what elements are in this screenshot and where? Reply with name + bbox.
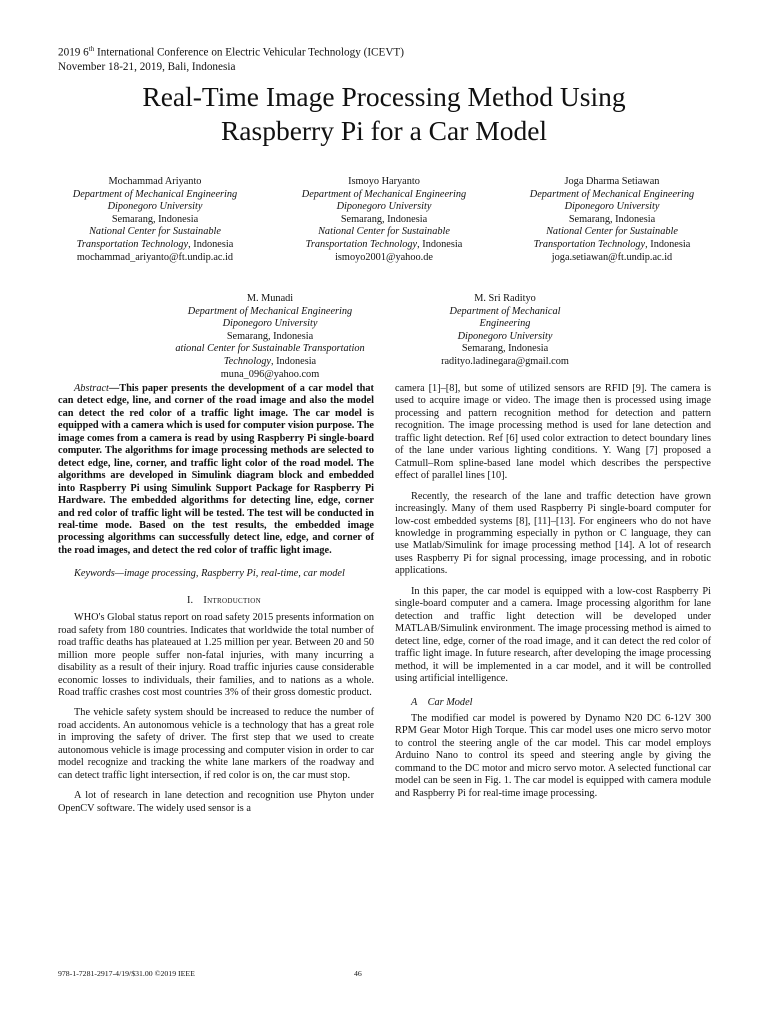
author-inst: National Center for Sustainable — [318, 226, 450, 238]
body-paragraph-car-model: The modified car model is powered by Dynamo N20 DC 6-12V 300 RPM Gear Motor High Torque. This car model uses one micro servo motor to control the steering angle of the car model. This car model employs Arduino Nano to control its speed and steering angle by giving the command to the DC motor and micro servo motor. A selected functional car model can be seen in Fig. 1. The car model is equipped with camera module and Raspberry Pi for real-time image processing. — [395, 712, 711, 799]
author-name: M. Munadi — [246, 293, 294, 304]
author-block-1 — [40, 176, 270, 264]
author-inst-line2: Transportation Technology, Indonesia — [533, 238, 691, 250]
author-inst: ational Center for Sustainable Transportation — [175, 343, 365, 355]
conference-header — [58, 42, 404, 74]
author-dept: Department of Mechanical Engineering — [187, 305, 353, 317]
author-email: radityo.ladinegara@gmail.com — [441, 355, 569, 367]
author-dept-line2: Engineering — [479, 318, 531, 330]
author-block-5 — [410, 293, 600, 369]
author-name: Mochammad Ariyanto — [108, 176, 202, 187]
author-univ: Diponegoro University — [107, 201, 203, 213]
section-heading-introduction: I. Introduction — [187, 594, 261, 606]
conference-name: 2019 6th International Conference on Electric Vehicular Technology (ICEVT) — [58, 45, 404, 59]
intro-paragraph-1: WHO's Global status report on road safety 2015 presents information on road safety from 180 countries. Indicates that worldwide the total number of road traffic deaths has plateaued at 1.25 million per year. Between 20 and 50 million more people suffer non-fatal injuries, with many incurring a disability as a result of their injury. Road traffic injuries cause considerable economic losses to individuals, their families, and to nations as a whole. Road traffic crashes cost most countries 3% of their gross domestic product. — [58, 612, 374, 698]
author-block-4 — [170, 293, 370, 381]
body-paragraph-2: Recently, the research of the lane and traffic detection have grown increasingly. Many of them used Raspberry Pi single-board computer for low-cost embedded systems [8], [11]–[13]. For engineers who do not have knowledge in programming especially in python or C language, they can use Matlab/Simulink for image processing method [14]. A lot of research uses Raspberry Pi for signal processing, image processing, and in robotic applications. — [395, 490, 711, 577]
conference-dates: November 18-21, 2019, Bali, Indonesia — [58, 60, 236, 73]
subsection-heading-car-model: A Car Model — [411, 697, 473, 709]
author-dept: Department of Mechanical Engineering — [301, 188, 467, 200]
author-email: muna_096@yahoo.com — [220, 368, 320, 380]
author-city: Semarang, Indonesia — [111, 213, 199, 225]
author-inst-line2: Transportation Technology, Indonesia — [76, 238, 234, 250]
author-dept: Department of Mechanical Engineering — [529, 188, 695, 200]
author-inst-line2: Technology, Indonesia — [223, 355, 317, 367]
author-dept: Department of Mechanical — [449, 305, 561, 317]
author-city: Semarang, Indonesia — [568, 213, 656, 225]
author-email: ismoyo2001@yahoo.de — [335, 251, 433, 263]
author-block-3 — [496, 176, 728, 264]
author-block-2 — [268, 176, 500, 264]
intro-paragraph-2: The vehicle safety system should be increased to reduce the number of road accidents. An autonomous vehicle is a technology that has a great role in improving the safety of driver. The first step that we used to create autonomous vehicle is image processing and computer vision in order to car model recognize and tracking the white lane markers of the roadway and can detect traffic light intersection, if red color is on, the car must stop. — [58, 707, 374, 781]
body-paragraph-3: In this paper, the car model is equipped with a low-cost Raspberry Pi single-board computer and a camera. Image processing algorithm for lane detection and traffic light detection will be developed under MATLAB/Simulink environment. The image processing method is aimed to detect line, edge, corner of the road image, and it can detect the red color of traffic light image. In future research, after developing the image processing method, it will be implemented in a car model, and it will be controlled using artificial intelligence. — [395, 585, 711, 684]
abstract: Abstract—This paper presents the development of a car model that can detect edge, line, and corner of the road image and also the model can detect the red color of a traffic light image. The car model is equipped with a camera which is used for computer vision purpose. The image comes from a camera is read by using Raspberry Pi single-board computer. The algorithms for image processing methods are selected to detect edge, line, corner, and traffic light color of the road model. The algorithms are developed in Simulink diagram block and embedded into Raspberry Pi using Simulink Support Package for Raspberry Pi Hardware. The embedded algorithms for detecting line, edge, corner and red color of traffic light will be tested. The test will be conducted in real-time mode. Based on the test results, the embedded image processing algorithms can successfully detect line, edge, and corner of the road images, and detect the red color of traffic light image. — [58, 383, 374, 556]
paper-title: Real-Time Image Processing Method Using Raspberry Pi for a Car Model — [142, 81, 626, 146]
author-inst: National Center for Sustainable — [546, 226, 678, 238]
body-paragraph-1: camera [1]–[8], but some of utilized sensors are RFID [9]. The camera is used to acquire image or video. The image then is processed using image processing and pattern recognition method for detection and pattern recognition. The image processing method is used for lane detection and traffic light detection. Ref [6] used color extraction to detect boundary lines of the lane under various lighting conditions. Y. Wang [7] proposed a Catmull–Rom spline-based lane model which describes the perspective effect of parallel lines [10]. — [395, 383, 711, 482]
author-univ: Diponegoro University — [336, 201, 432, 213]
left-column — [58, 383, 374, 815]
author-city: Semarang, Indonesia — [461, 343, 549, 355]
author-dept: Department of Mechanical Engineering — [72, 188, 238, 200]
page-number: 46 — [354, 969, 362, 978]
intro-paragraph-3: A lot of research in lane detection and recognition use Phyton under OpenCV software. The widely used sensor is a — [58, 790, 374, 814]
author-name: Ismoyo Haryanto — [348, 176, 420, 187]
author-email: mochammad_ariyanto@ft.undip.ac.id — [76, 251, 234, 263]
author-inst-line2: Transportation Technology, Indonesia — [305, 238, 463, 250]
right-column — [395, 383, 711, 800]
author-city: Semarang, Indonesia — [226, 330, 314, 342]
author-univ: Diponegoro University — [457, 330, 553, 342]
author-name: M. Sri Radityo — [474, 293, 536, 304]
author-univ: Diponegoro University — [222, 318, 318, 330]
footer-isbn: 978-1-7281-2917-4/19/$31.00 ©2019 IEEE — [58, 969, 195, 978]
author-city: Semarang, Indonesia — [340, 213, 428, 225]
author-email: joga.setiawan@ft.undip.ac.id — [551, 251, 673, 263]
keywords: Keywords—image processing, Raspberry Pi, real-time, car model — [74, 568, 345, 580]
author-inst: National Center for Sustainable — [89, 226, 221, 238]
author-name: Joga Dharma Setiawan — [564, 176, 660, 187]
author-univ: Diponegoro University — [564, 201, 660, 213]
